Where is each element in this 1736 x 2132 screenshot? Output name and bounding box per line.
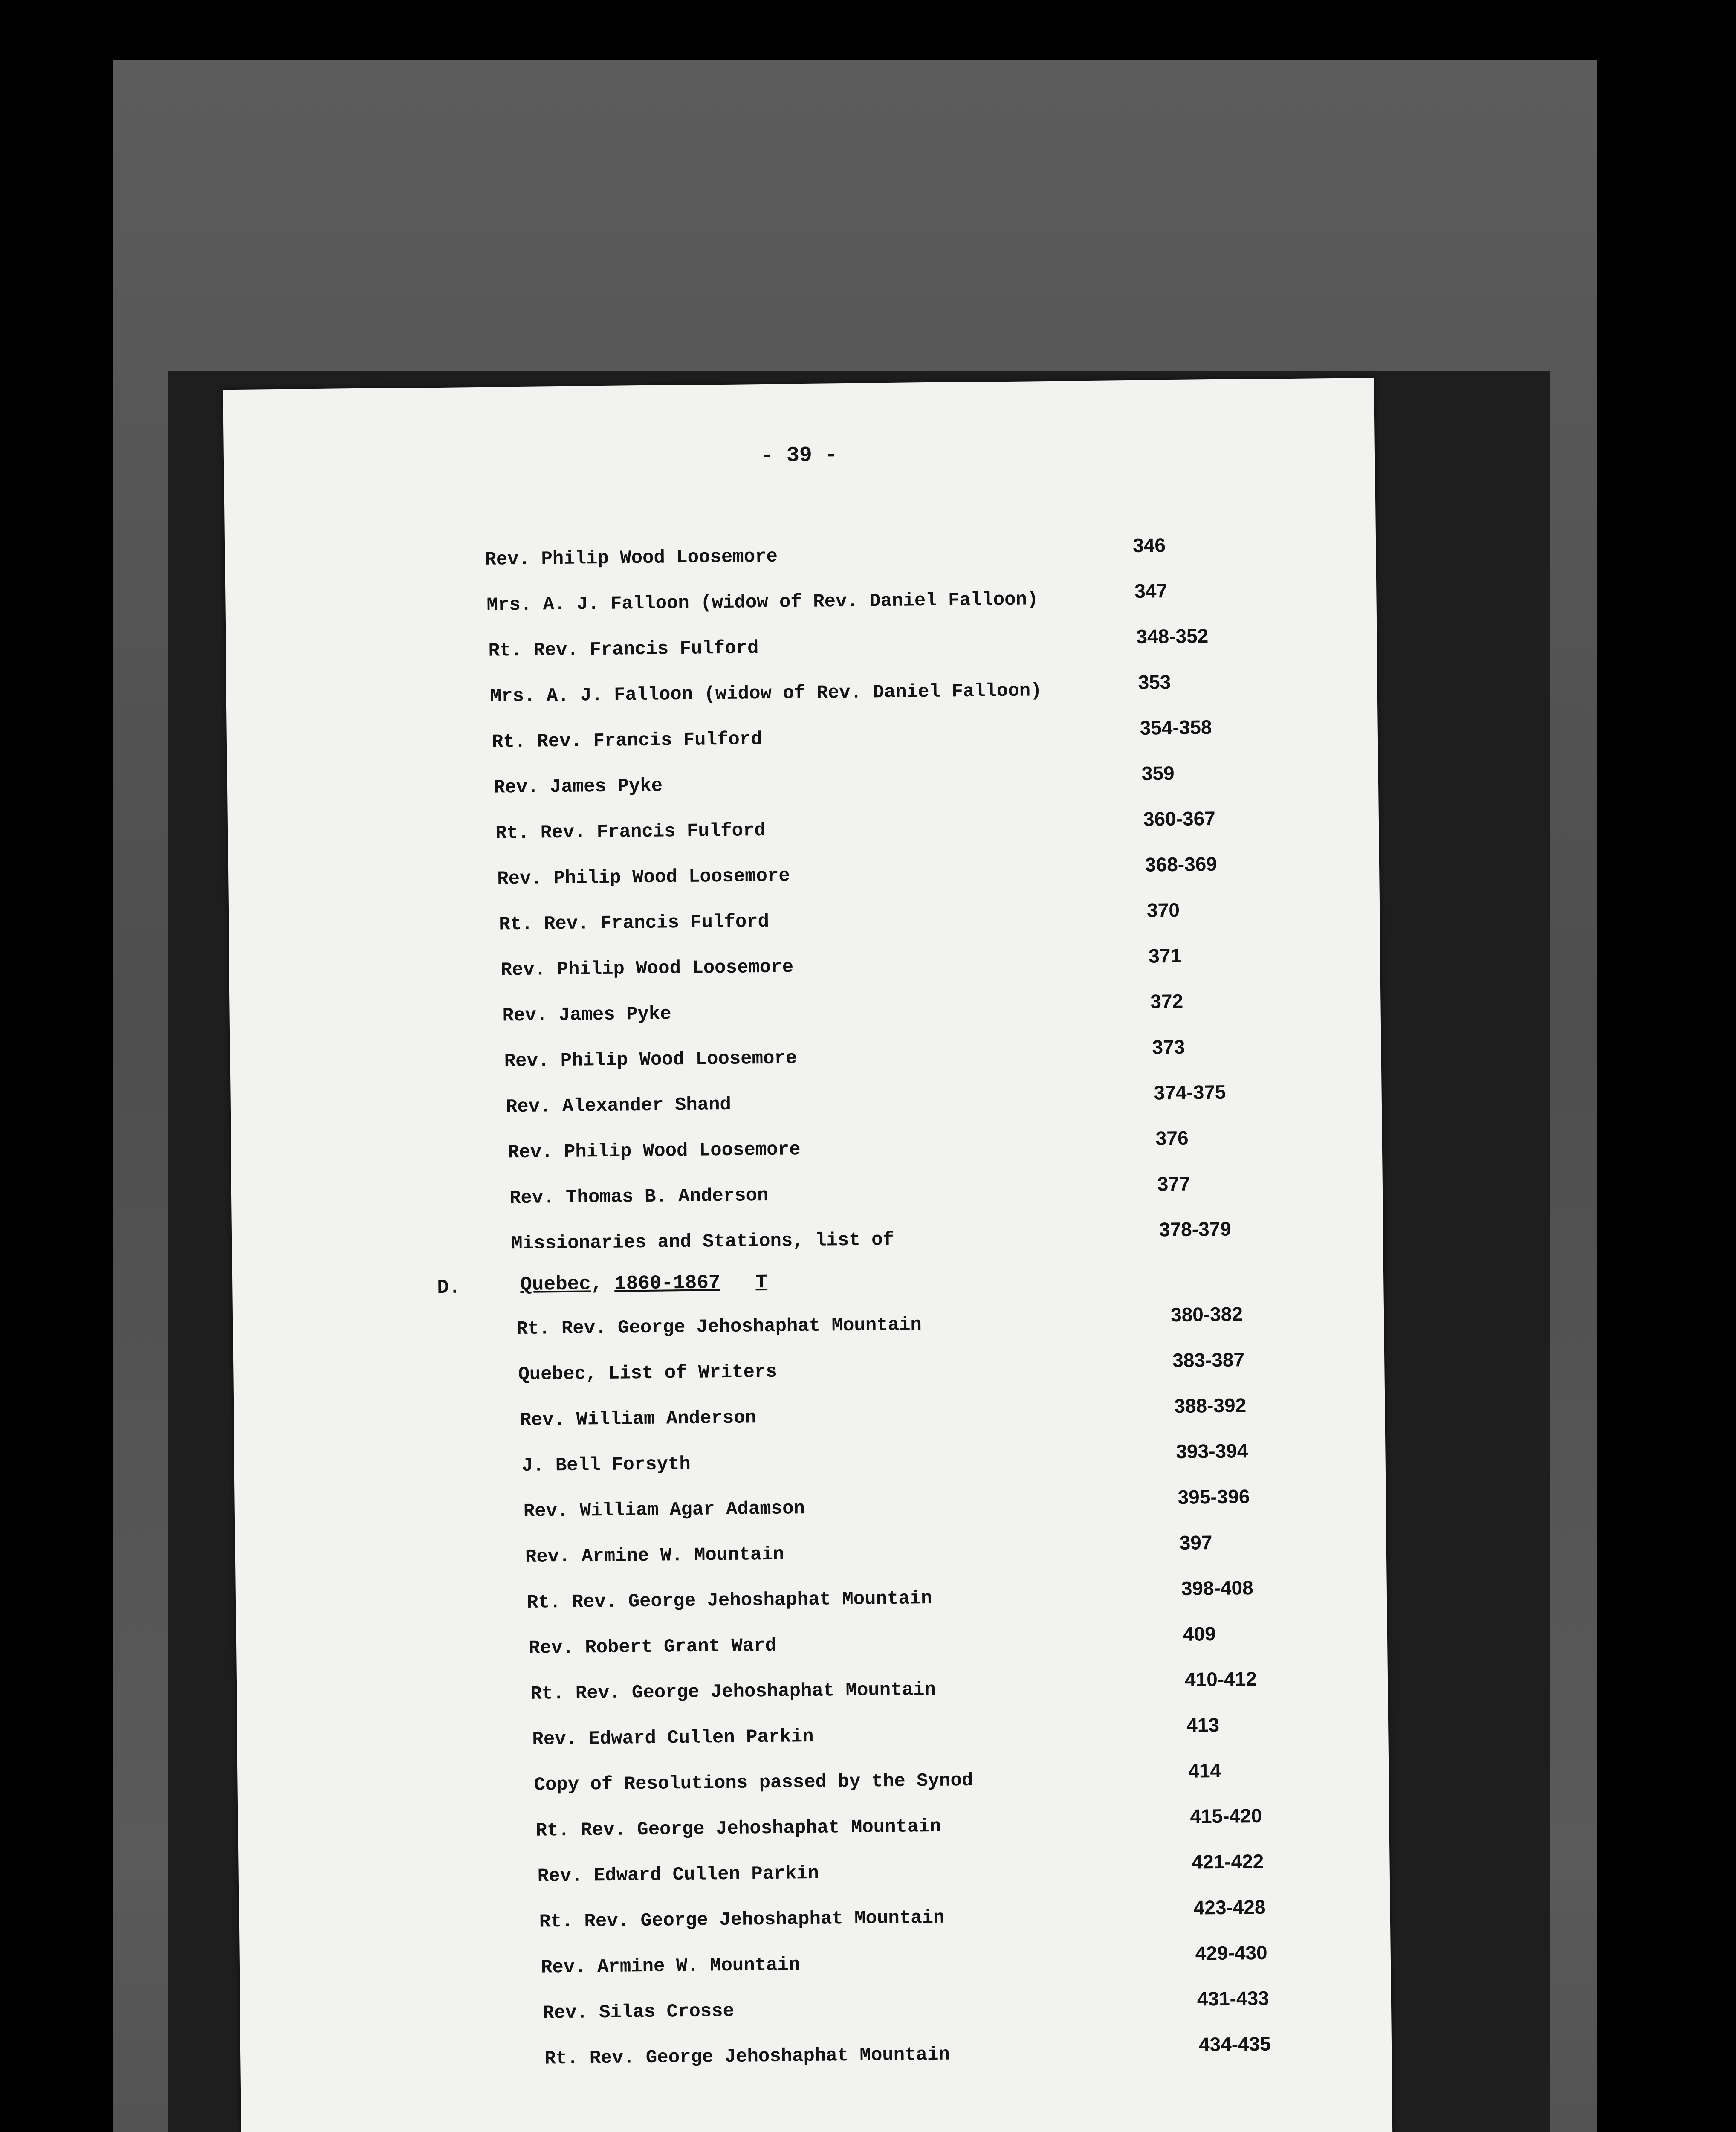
entry-name: J. Bell Forsyth [521,1453,691,1477]
page-number: - 39 - [761,443,838,469]
entry-name: Rev. Robert Grant Ward [528,1635,777,1659]
entry-name: Rt. Rev. George Jehoshaphat Mountain [527,1587,932,1613]
entry-pages: 410-412 [1184,1668,1257,1691]
entry-name: Rev. Edward Cullen Parkin [537,1863,819,1887]
entry-name: Rt. Rev. George Jehoshaphat Mountain [516,1314,922,1340]
entry-name: Rt. Rev. George Jehoshaphat Mountain [539,1907,945,1933]
entry-name: Mrs. A. J. Falloon (widow of Rev. Daniel Falloon) [486,589,1039,616]
entry-pages: 371 [1148,944,1182,967]
entry-name: Rt. Rev. George Jehoshaphat Mountain [544,2044,950,2070]
entry-name: Rev. Philip Wood Loosemore [501,956,794,981]
entry-pages: 359 [1141,762,1175,785]
entry-pages: 409 [1183,1622,1216,1645]
entry-name: Rev. Alexander Shand [506,1094,732,1118]
entry-name: Rt. Rev. Francis Fulford [492,729,762,753]
entry-pages: 413 [1186,1713,1220,1736]
entry-name: Rt. Rev. Francis Fulford [495,820,766,844]
entry-name: Rev. James Pyke [502,1003,671,1027]
entry-pages: 346 [1132,534,1166,556]
entry-pages: 431-433 [1197,1987,1269,2010]
entry-name: Rev. James Pyke [493,775,663,799]
entry-pages: 398-408 [1181,1576,1253,1599]
entry-pages: 370 [1146,898,1180,921]
entry-pages: 421-422 [1192,1850,1264,1873]
entry-pages: 377 [1157,1172,1190,1195]
entry-pages: 388-392 [1174,1394,1247,1417]
entry-pages: 395-396 [1178,1485,1250,1508]
section-place: Quebec [520,1273,591,1296]
entry-name: Rev. Silas Crosse [542,2000,735,2024]
entry-pages: 423-428 [1193,1895,1266,1919]
entry-name: Rev. Thomas B. Anderson [509,1185,769,1209]
entry-pages: 368-369 [1145,852,1218,876]
section-heading [520,1271,767,1296]
entry-pages: 378-379 [1159,1217,1232,1241]
entry-name: Rev. Armine W. Mountain [525,1544,784,1568]
entry-pages: 347 [1134,579,1168,602]
section-years: 1860-1867 [614,1272,720,1295]
entry-name: Rev. Philip Wood Loosemore [507,1139,801,1164]
entry-pages: 414 [1188,1759,1221,1782]
section-letter: D. [437,1276,461,1299]
section-mark: T [755,1271,768,1294]
entry-name: Copy of Resolutions passed by the Synod [534,1770,973,1796]
entry-name: Rev. Philip Wood Loosemore [485,546,778,571]
entry-pages: 374-375 [1154,1080,1226,1104]
entry-pages: 353 [1138,671,1171,693]
entry-name: Rt. Rev. George Jehoshaphat Mountain [530,1679,936,1705]
entry-pages: 393-394 [1176,1440,1248,1463]
entry-name: Rev. Edward Cullen Parkin [532,1726,814,1750]
entry-pages: 383-387 [1172,1348,1245,1372]
document-page [223,378,1393,2132]
entry-name: Rt. Rev. Francis Fulford [488,637,759,662]
entry-name: Missionaries and Stations, list of [511,1229,894,1255]
entry-name: Mrs. A. J. Falloon (widow of Rev. Daniel Falloon) [490,680,1042,707]
entry-pages: 415-420 [1190,1804,1262,1828]
entry-name: Rev. Armine W. Mountain [541,1954,800,1978]
entry-pages: 373 [1152,1035,1185,1058]
entry-pages: 348-352 [1136,625,1209,648]
entry-pages: 429-430 [1195,1941,1267,1964]
entry-pages: 354-358 [1140,716,1212,739]
entry-name: Quebec, List of Writers [518,1361,778,1386]
entry-pages: 380-382 [1170,1303,1243,1326]
entry-pages: 360-367 [1143,807,1215,830]
entry-pages: 434-435 [1198,2032,1271,2056]
entry-name: Rev. Philip Wood Loosemore [504,1048,797,1072]
entry-name: Rev. William Agar Adamson [523,1498,805,1523]
entry-name: Rev. Philip Wood Loosemore [497,865,790,890]
section-separator: , [590,1272,615,1295]
entry-name: Rt. Rev. George Jehoshaphat Mountain [535,1816,941,1842]
entry-pages: 372 [1150,990,1183,1013]
entry-pages: 376 [1155,1127,1189,1150]
entry-name: Rev. William Anderson [520,1407,757,1431]
entry-name: Rt. Rev. Francis Fulford [499,911,770,936]
entry-pages: 397 [1179,1531,1212,1554]
